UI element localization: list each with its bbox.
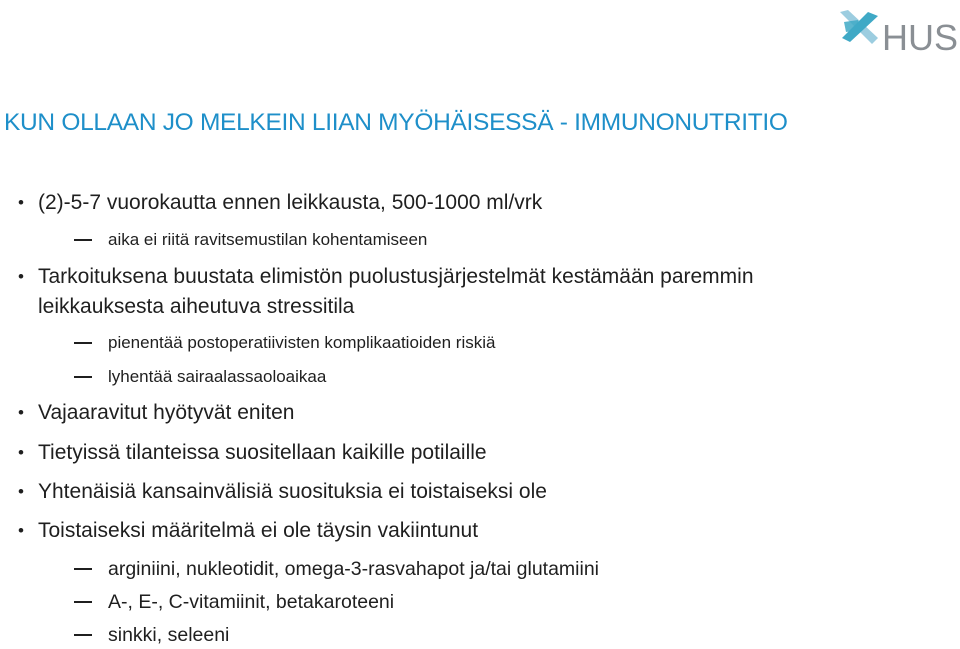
bullet-item [18, 438, 487, 467]
bullet-item [18, 262, 754, 291]
bullet-dot-icon: • [18, 403, 24, 422]
bullet-dot-icon: • [18, 482, 24, 501]
bullet-text: (2)-5-7 vuorokautta ennen leikkausta, 500-1000 ml/vrk [38, 191, 543, 214]
bullet-item [18, 188, 543, 217]
bullet-text: leikkauksesta aiheutuva stressitila [38, 295, 355, 318]
dash-icon [74, 601, 92, 603]
sub-bullet-item [108, 228, 427, 252]
sub-bullet-text: lyhentää sairaalassaoloaikaa [108, 367, 327, 386]
sub-bullet-item [108, 622, 229, 648]
sub-bullet-item [108, 589, 394, 615]
dash-icon [74, 239, 92, 241]
bullet-item [18, 398, 295, 427]
bullet-text: Vajaaravitut hyötyvät eniten [38, 401, 295, 424]
dash-icon [74, 568, 92, 570]
bullet-text: Yhtenäisiä kansainvälisiä suosituksia ei toistaiseksi ole [38, 480, 547, 503]
logo-text: HUS [882, 17, 959, 58]
bullet-text: Toistaiseksi määritelmä ei ole täysin vakiintunut [38, 519, 479, 542]
bullet-dot-icon: • [18, 193, 24, 212]
bullet-dot-icon: • [18, 521, 24, 540]
sub-bullet-item [108, 331, 495, 355]
bullet-continuation [38, 292, 354, 321]
sub-bullet-text: A-, E-, C-vitamiinit, betakaroteeni [108, 591, 395, 613]
sub-bullet-item [108, 556, 599, 582]
dash-icon [74, 342, 92, 344]
sub-bullet-text: pienentää postoperatiivisten komplikaatioiden riskiä [108, 333, 496, 352]
sub-bullet-text: arginiini, nukleotidit, omega-3-rasvahapot ja/tai glutamiini [108, 558, 600, 580]
dash-icon [74, 376, 92, 378]
slide-title: KUN OLLAAN JO MELKEIN LIIAN MYÖHÄISESSÄ - IMMUNONUTRITIO [4, 109, 788, 136]
sub-bullet-text: aika ei riitä ravitsemustilan kohentamiseen [108, 230, 428, 249]
bullet-item [18, 477, 547, 506]
bullet-dot-icon: • [18, 443, 24, 462]
dash-icon [74, 634, 92, 636]
sub-bullet-text: sinkki, seleeni [108, 624, 230, 646]
bullet-text: Tarkoituksena buustata elimistön puolustusjärjestelmät kestämään paremmin [38, 265, 754, 288]
bullet-item [18, 516, 479, 545]
bullet-text: Tietyissä tilanteissa suositellaan kaikille potilaille [38, 441, 487, 464]
sub-bullet-item [108, 365, 326, 389]
bullet-dot-icon: • [18, 267, 24, 286]
